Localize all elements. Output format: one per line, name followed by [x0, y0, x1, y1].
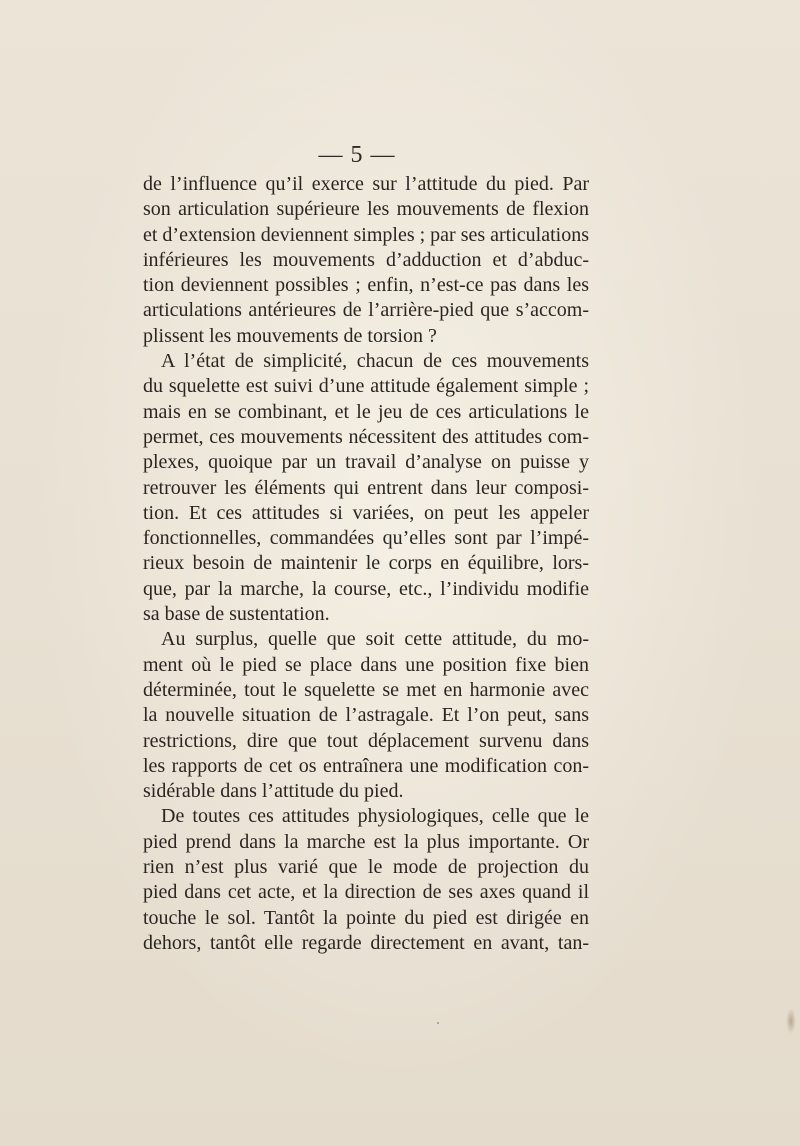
- text-line: sa base de sustentation.: [143, 603, 330, 626]
- text-line: tion deviennent possibles ; enfin, n’est-ce pas dans les: [143, 274, 589, 297]
- text-line: retrouver les éléments qui entrent dans leur composi-: [143, 476, 589, 499]
- text-line: plissent les mouvements de torsion ?: [143, 324, 437, 347]
- text-line: restrictions, dire que tout déplacement survenu dans: [143, 729, 589, 752]
- paper-stain: [786, 1008, 796, 1034]
- text-line: les rapports de cet os entraînera une modification con-: [143, 754, 589, 777]
- text-line: touche le sol. Tantôt la pointe du pied est dirigée en: [143, 906, 589, 929]
- text-line: que, par la marche, la course, etc., l’individu modifie: [143, 577, 589, 600]
- text-line: fonctionnelles, commandées qu’elles sont par l’impé-: [143, 527, 589, 550]
- text-line: de l’influence qu’il exerce sur l’attitude du pied. Par: [143, 173, 589, 195]
- text-line: articulations antérieures de l’arrière-pied que s’accom-: [143, 299, 589, 322]
- body-text: [143, 172, 589, 956]
- text-line: De toutes ces attitudes physiologiques, celle que le: [161, 805, 589, 828]
- text-line: mais en se combinant, et le jeu de ces articulations le: [143, 400, 589, 423]
- text-line: rien n’est plus varié que le mode de projection du: [143, 856, 589, 879]
- text-line: la nouvelle situation de l’astragale. Et l’on peut, sans: [143, 704, 589, 727]
- text-line: rieux besoin de maintenir le corps en équilibre, lors-: [143, 552, 589, 575]
- text-line: sidérable dans l’attitude du pied.: [143, 780, 404, 803]
- text-line: son articulation supérieure les mouvements de flexion: [143, 198, 589, 221]
- paper-speck: [437, 1022, 439, 1024]
- text-line: tion. Et ces attitudes si variées, on peut les appeler: [143, 501, 589, 524]
- text-line: pied prend dans la marche est la plus importante. Or: [143, 830, 589, 853]
- text-line: plexes, quoique par un travail d’analyse on puisse y: [143, 451, 589, 474]
- text-line: dehors, tantôt elle regarde directement en avant, tan-: [143, 931, 589, 954]
- text-line: inférieures les mouvements d’adduction et d’abduc-: [143, 248, 589, 271]
- text-line: pied dans cet acte, et la direction de ses axes quand il: [143, 881, 589, 904]
- text-line: A l’état de simplicité, chacun de ces mouvements: [161, 350, 589, 373]
- text-line: et d’extension deviennent simples ; par ses articulations: [143, 223, 589, 246]
- text-line: Au surplus, quelle que soit cette attitude, du mo-: [161, 628, 589, 651]
- text-line: ment où le pied se place dans une position fixe bien: [143, 653, 589, 676]
- text-line: déterminée, tout le squelette se met en harmonie avec: [143, 678, 589, 701]
- text-line: du squelette est suivi d’une attitude également simple ;: [143, 375, 589, 398]
- page-number: — 5 —: [318, 142, 396, 168]
- text-line: permet, ces mouvements nécessitent des attitudes com-: [143, 425, 589, 448]
